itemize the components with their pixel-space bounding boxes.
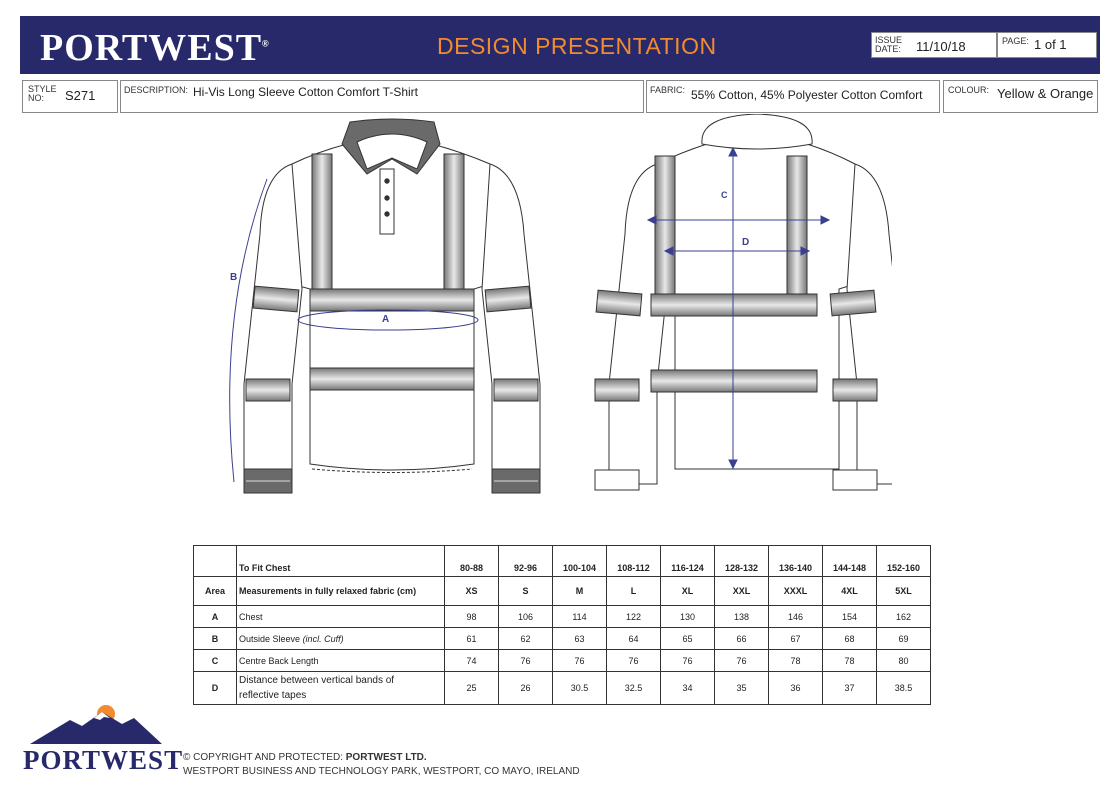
- description-label: DESCRIPTION:: [124, 85, 189, 95]
- chest-range: 128-132: [715, 546, 769, 577]
- no-label: NO:: [28, 93, 45, 103]
- table-cell: 36: [769, 672, 823, 705]
- chest-range: 92-96: [499, 546, 553, 577]
- description-value: Hi-Vis Long Sleeve Cotton Comfort T-Shirt: [193, 85, 418, 99]
- table-cell: 98: [445, 606, 499, 628]
- table-cell: [194, 546, 237, 577]
- table-cell: 65: [661, 628, 715, 650]
- table-cell: 114: [553, 606, 607, 628]
- table-cell: 106: [499, 606, 553, 628]
- date-label: DATE:: [875, 44, 901, 54]
- table-row: [194, 672, 931, 705]
- table-cell: 76: [715, 650, 769, 672]
- garment-drawings: [222, 114, 892, 504]
- fabric-value: 55% Cotton, 45% Polyester Cotton Comfort: [691, 88, 923, 102]
- size-label: 4XL: [823, 577, 877, 606]
- table-row: [194, 577, 931, 606]
- chest-range: 152-160: [877, 546, 931, 577]
- table-cell: 76: [499, 650, 553, 672]
- table-cell: 37: [823, 672, 877, 705]
- table-row: [194, 628, 931, 650]
- measurement-name: [237, 672, 445, 705]
- portwest-logo: [40, 26, 270, 70]
- table-cell: 76: [661, 650, 715, 672]
- table-cell: 63: [553, 628, 607, 650]
- chest-range: 100-104: [553, 546, 607, 577]
- table-cell: 32.5: [607, 672, 661, 705]
- fabric-label: FABRIC:: [650, 85, 686, 95]
- colour-value: Yellow & Orange: [997, 86, 1094, 101]
- area-code: C: [194, 650, 237, 672]
- chest-range: 136-140: [769, 546, 823, 577]
- size-label: XS: [445, 577, 499, 606]
- chest-range: 144-148: [823, 546, 877, 577]
- table-cell: 76: [553, 650, 607, 672]
- table-cell: 26: [499, 672, 553, 705]
- dimension-label-a: A: [382, 314, 390, 325]
- area-code: A: [194, 606, 237, 628]
- table-cell: 76: [607, 650, 661, 672]
- colour-cell: [943, 80, 1098, 113]
- page-value: 1 of 1: [1034, 37, 1067, 52]
- front-view: [244, 119, 540, 493]
- issue-date-value: 11/10/18: [916, 39, 966, 54]
- chest-range: 116-124: [661, 546, 715, 577]
- table-cell: 78: [823, 650, 877, 672]
- measurement-name: Centre Back Length: [237, 650, 445, 672]
- table-cell: 66: [715, 628, 769, 650]
- back-view: [595, 114, 892, 490]
- table-cell: 64: [607, 628, 661, 650]
- table-cell: 162: [877, 606, 931, 628]
- area-code: D: [194, 672, 237, 705]
- table-cell: 38.5: [877, 672, 931, 705]
- dimension-label-b: B: [230, 272, 238, 283]
- colour-label: COLOUR:: [948, 85, 990, 95]
- size-label: XXXL: [769, 577, 823, 606]
- measurement-name: [237, 628, 445, 650]
- area-header: Area: [194, 577, 237, 606]
- company-address: WESTPORT BUSINESS AND TECHNOLOGY PARK, WESTPORT, CO MAYO, IRELAND: [183, 766, 580, 777]
- size-label: 5XL: [877, 577, 931, 606]
- table-cell: 74: [445, 650, 499, 672]
- table-row: [194, 546, 931, 577]
- fabric-cell: [646, 80, 940, 113]
- table-row: [194, 606, 931, 628]
- measurements-label: Measurements in fully relaxed fabric (cm): [237, 577, 445, 606]
- table-cell: 30.5: [553, 672, 607, 705]
- size-chart-table: [193, 545, 931, 705]
- copyright-notice: [183, 752, 427, 763]
- to-fit-chest-label: To Fit Chest: [237, 546, 445, 577]
- table-cell: 69: [877, 628, 931, 650]
- size-label: M: [553, 577, 607, 606]
- chest-range: 108-112: [607, 546, 661, 577]
- issue-date-box: [871, 32, 997, 58]
- dimension-label-c: C: [721, 190, 728, 200]
- table-cell: 78: [769, 650, 823, 672]
- measurement-name-line1: Distance between vertical bands of: [239, 675, 395, 686]
- area-code: B: [194, 628, 237, 650]
- table-cell: 34: [661, 672, 715, 705]
- table-cell: 68: [823, 628, 877, 650]
- size-label: XL: [661, 577, 715, 606]
- table-cell: 25: [445, 672, 499, 705]
- chest-range: 80-88: [445, 546, 499, 577]
- company-name: PORTWEST LTD.: [345, 752, 427, 763]
- footer-brand-logo: PORTWEST: [23, 745, 184, 775]
- page-box: [997, 32, 1097, 58]
- measurement-name: Chest: [237, 606, 445, 628]
- style-no-cell: [22, 80, 118, 113]
- table-cell: 61: [445, 628, 499, 650]
- measurement-name-line2: reflective tapes: [239, 690, 307, 701]
- size-label: XXL: [715, 577, 769, 606]
- size-label: S: [499, 577, 553, 606]
- table-cell: 35: [715, 672, 769, 705]
- description-cell: [120, 80, 644, 113]
- table-cell: 138: [715, 606, 769, 628]
- table-row: [194, 650, 931, 672]
- mountain-logo-icon: [30, 696, 162, 746]
- table-cell: 154: [823, 606, 877, 628]
- page-label: PAGE:: [1002, 36, 1029, 46]
- page-title: DESIGN PRESENTATION: [437, 33, 717, 59]
- dimension-label-d: D: [742, 237, 750, 248]
- table-cell: 146: [769, 606, 823, 628]
- table-cell: 122: [607, 606, 661, 628]
- style-no-value: S271: [65, 88, 96, 103]
- style-label: STYLE: [28, 84, 57, 94]
- table-cell: 67: [769, 628, 823, 650]
- table-cell: 80: [877, 650, 931, 672]
- table-cell: 130: [661, 606, 715, 628]
- size-label: L: [607, 577, 661, 606]
- registered-mark: ®: [262, 38, 270, 49]
- table-cell: 62: [499, 628, 553, 650]
- measurement-name-note: (incl. Cuff): [302, 633, 344, 644]
- measurement-name-text: Outside Sleeve: [239, 633, 301, 644]
- copyright-text: © COPYRIGHT AND PROTECTED:: [183, 752, 346, 763]
- brand-name: PORTWEST: [40, 27, 263, 69]
- issue-label: ISSUE: [875, 35, 903, 45]
